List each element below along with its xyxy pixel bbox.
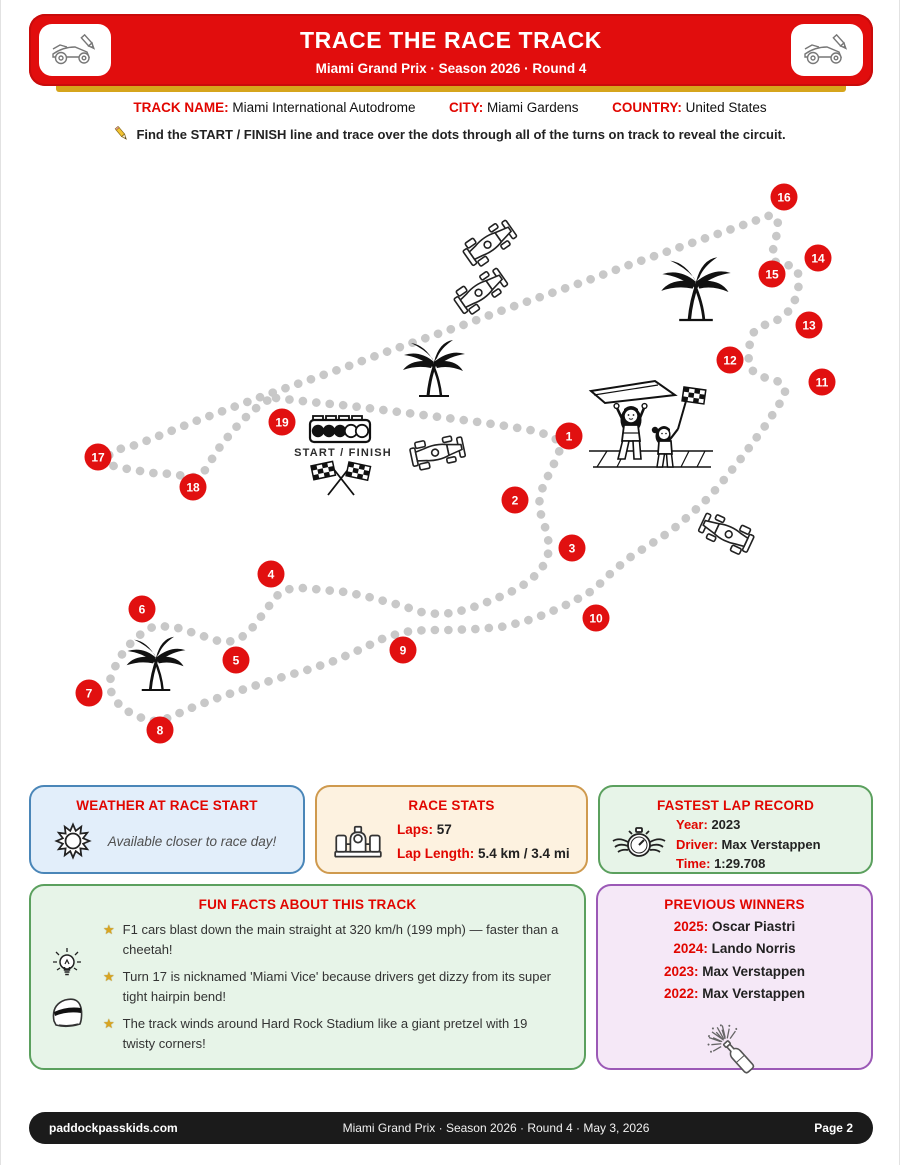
turn-number: 14: [811, 251, 825, 266]
turn-number: 6: [138, 602, 146, 617]
footer-page: Page 2: [814, 1121, 853, 1135]
track-info-line: [1, 100, 899, 115]
country-value: United States: [685, 100, 767, 115]
turn-number: 12: [723, 353, 737, 368]
turn-number: 15: [765, 267, 779, 282]
lightbulb-icon: [49, 946, 85, 982]
sun-icon: [51, 819, 95, 863]
winner-line: [598, 983, 871, 1005]
fun-facts-title: FUN FACTS ABOUT THIS TRACK: [198, 897, 417, 912]
winner-line: [598, 961, 871, 983]
fun-fact-item: [103, 1014, 560, 1053]
previous-winners-list: [598, 916, 871, 1005]
winged-stopwatch-icon: [612, 823, 666, 865]
fun-fact-text: The track winds around Hard Rock Stadium like a giant pretzel with 19 twisty corners!: [122, 1016, 528, 1051]
race-car-icon: [697, 509, 757, 557]
fun-fact-text: F1 cars blast down the main straight at 320 km/h (199 mph) — faster than a cheetah!: [122, 922, 559, 957]
start-lights-icon: [310, 416, 370, 442]
instruction-line: [1, 126, 899, 142]
star-icon: ★: [103, 1016, 115, 1031]
track-name-label: TRACK NAME:: [133, 100, 229, 115]
fun-fact-item: [103, 920, 560, 959]
winner-name: Lando Norris: [707, 941, 796, 957]
turn-number: 10: [589, 611, 603, 626]
weather-title: WEATHER AT RACE START: [76, 798, 258, 813]
winner-name: Max Verstappen: [698, 963, 806, 979]
winner-line: [598, 916, 871, 938]
turn-number: 13: [802, 318, 816, 333]
champagne-bottle-icon: [700, 1013, 770, 1077]
city-label: CITY:: [449, 100, 484, 115]
winner-year: 2023:: [663, 963, 699, 979]
page-subtitle: Miami Grand Prix · Season 2026 · Round 4: [315, 61, 587, 76]
pencil-icon: [114, 126, 130, 142]
fun-fact-text: Turn 17 is nicknamed 'Miami Vice' because drivers get dizzy from its super tight hairpin bend!: [122, 969, 552, 1004]
footer-site: paddockpasskids.com: [49, 1121, 178, 1135]
previous-winners-title: PREVIOUS WINNERS: [664, 897, 805, 912]
fastest-year-line: Year: 2023: [676, 817, 741, 832]
star-icon: ★: [103, 969, 115, 984]
race-stats-title: RACE STATS: [408, 798, 495, 813]
footer: [29, 1112, 873, 1144]
header-kart-tile: [791, 24, 863, 76]
winner-name: Oscar Piastri: [708, 919, 796, 934]
turn-number: 9: [399, 643, 407, 658]
winner-year: 2022:: [663, 985, 699, 1001]
fastest-lap-title: FASTEST LAP RECORD: [656, 798, 815, 813]
fastest-driver-line: Driver: Max Verstappen: [676, 836, 821, 852]
turn-number: 5: [232, 653, 240, 668]
weather-box: [29, 785, 305, 874]
header: [29, 14, 873, 86]
f1-car-front-icon: [333, 822, 383, 862]
track-map: [1, 0, 900, 780]
weather-note: Available closer to race day!: [107, 833, 277, 849]
turn-number: 18: [186, 480, 200, 495]
turn-number: 19: [275, 415, 289, 430]
footer-center: Miami Grand Prix · Season 2026 · Round 4 · May 3, 2026: [342, 1121, 650, 1135]
previous-winners-box: [596, 884, 873, 1070]
turn-number: 3: [568, 541, 576, 556]
page-title: TRACE THE RACE TRACK: [299, 27, 603, 53]
turn-number: 11: [815, 375, 829, 390]
turn-number: 1: [565, 429, 573, 444]
race-car-icon: [460, 217, 519, 270]
star-icon: ★: [103, 922, 115, 937]
turn-number: 8: [156, 723, 164, 738]
kart-pencil-icon: [801, 33, 853, 67]
track-name-value: Miami International Autodrome: [232, 100, 416, 115]
start-finish-label: START / FINISH: [294, 447, 392, 459]
palm-tree-icon: [661, 257, 730, 320]
fun-facts-list: [103, 920, 584, 1061]
turn-number: 2: [511, 493, 519, 508]
race-stats-box: [315, 785, 588, 874]
turn-number: 7: [85, 686, 93, 701]
winner-name: Max Verstappen: [698, 985, 806, 1001]
winner-year: 2025:: [673, 919, 709, 934]
turn-number: 4: [267, 567, 275, 582]
checkered-flags-icon: [311, 461, 371, 495]
lap-length-line: Lap Length: 5.4 km / 3.4 mi: [397, 845, 570, 861]
turn-number: 17: [91, 450, 105, 465]
race-car-icon: [409, 433, 467, 471]
winner-line: [598, 938, 871, 960]
winners-kids-illustration: [589, 381, 713, 467]
instruction-text: Find the START / FINISH line and trace over the dots through all of the turns on track to reveal the circuit.: [136, 127, 786, 142]
palm-tree-icon: [127, 637, 186, 690]
fun-facts-box: [29, 884, 586, 1070]
fastest-lap-box: [598, 785, 873, 874]
fastest-time-line: Time: 1:29.708: [676, 856, 766, 871]
laps-line: Laps: 57: [397, 822, 452, 837]
fun-fact-item: [103, 967, 560, 1006]
helmet-icon: [47, 994, 87, 1030]
palm-tree-icon: [403, 340, 465, 396]
country-label: COUNTRY:: [612, 100, 682, 115]
winner-year: 2024:: [673, 941, 708, 957]
turn-number: 16: [777, 190, 791, 205]
city-value: Miami Gardens: [487, 100, 579, 115]
